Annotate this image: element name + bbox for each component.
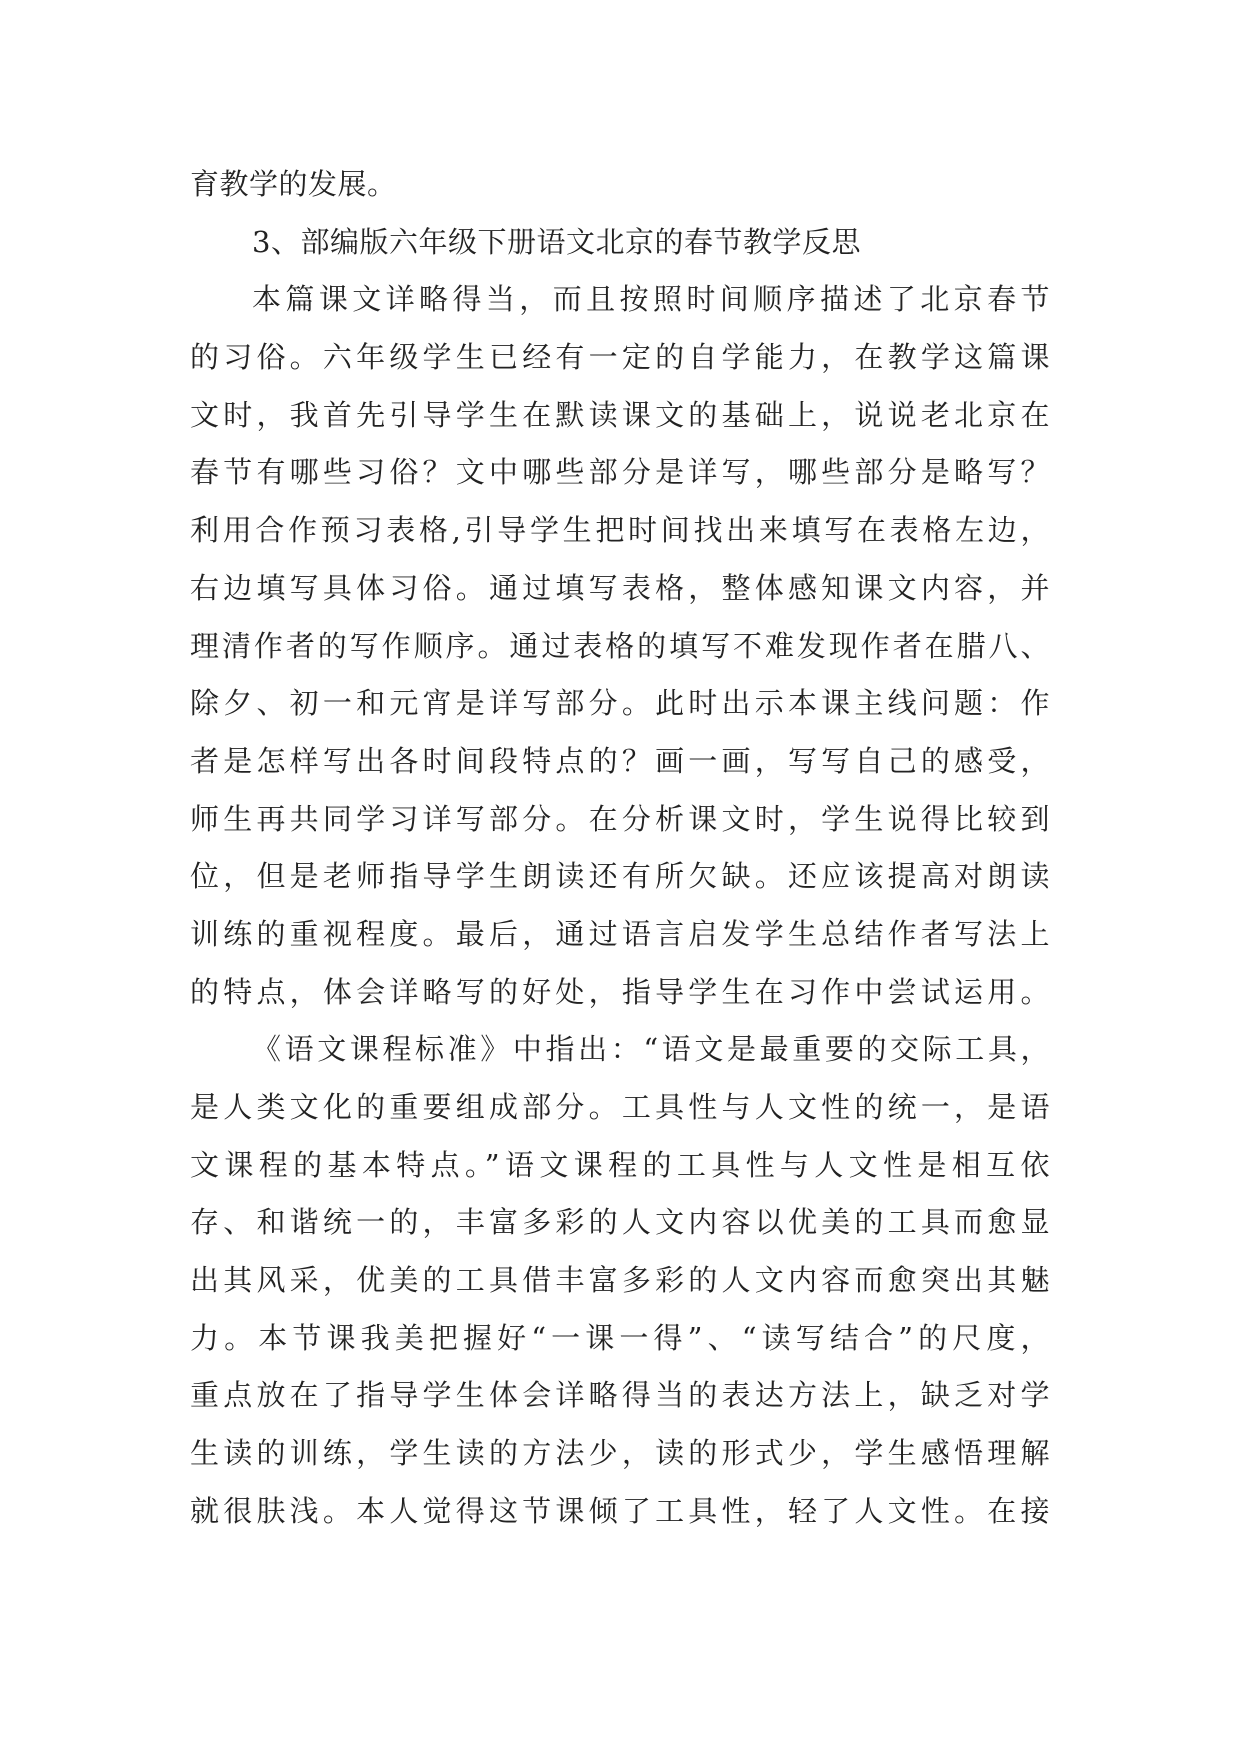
- text-line: 文时，我首先引导学生在默读课文的基础上，说说老北京在: [190, 397, 1050, 432]
- section-heading: [190, 214, 1050, 272]
- text-line: 训练的重视程度。最后，通过语言启发学生总结作者写法上: [190, 916, 1050, 951]
- text-line: 的习俗。六年级学生已经有一定的自学能力，在教学这篇课: [190, 340, 1050, 375]
- paragraph-continuation: [190, 156, 1050, 214]
- text-line: 文课程的基本特点。”语文课程的工具性与人文性是相互依: [190, 1147, 1050, 1182]
- text-line: 右边填写具体习俗。通过填写表格，整体感知课文内容，并: [190, 570, 1050, 605]
- text-line: 生读的训练，学生读的方法少，读的形式少，学生感悟理解: [190, 1436, 1050, 1471]
- text-line: 是人类文化的重要组成部分。工具性与人文性的统一，是语: [190, 1090, 1050, 1124]
- text-line: 重点放在了指导学生体会详略得当的表达方法上，缺乏对学: [190, 1378, 1050, 1413]
- text-line: 者是怎样写出各时间段特点的？画一画，写写自己的感受，: [190, 743, 1050, 778]
- text-line: 出其风采，优美的工具借丰富多彩的人文内容而愈突出其魅: [190, 1263, 1050, 1298]
- text-line: 育教学的发展。: [190, 167, 397, 201]
- text-line: 位，但是老师指导学生朗读还有所欠缺。还应该提高对朗读: [190, 859, 1050, 894]
- heading-line: 3、部编版六年级下册语文北京的春节教学反思: [252, 224, 861, 259]
- text-line: 就很肤浅。本人觉得这节课倾了工具性，轻了人文性。在接: [190, 1493, 1050, 1528]
- text-line: 师生再共同学习详写部分。在分析课文时，学生说得比较到: [190, 801, 1050, 836]
- text-line: 理清作者的写作顺序。通过表格的填写不难发现作者在腊八、: [190, 628, 1050, 663]
- paragraph: [190, 271, 1050, 1021]
- text-line: 除夕、初一和元宵是详写部分。此时出示本课主线问题：作: [190, 686, 1050, 721]
- paragraph: [190, 1021, 1050, 1540]
- text-line: 春节有哪些习俗？文中哪些部分是详写，哪些部分是略写？: [190, 455, 1050, 490]
- text-line: 存、和谐统一的，丰富多彩的人文内容以优美的工具而愈显: [190, 1205, 1050, 1240]
- body-text: [190, 156, 1050, 1541]
- text-line: 的特点，体会详略写的好处，指导学生在习作中尝试运用。: [190, 974, 1050, 1009]
- text-line: 力。本节课我美把握好“一课一得”、“读写结合”的尺度，: [190, 1320, 1050, 1355]
- text-line: 《语文课程标准》中指出：“语文是最重要的交际工具，: [252, 1032, 1050, 1067]
- text-line: 利用合作预习表格,引导学生把时间找出来填写在表格左边，: [190, 513, 1050, 548]
- text-line: 本篇课文详略得当，而且按照时间顺序描述了北京春节: [252, 282, 1050, 317]
